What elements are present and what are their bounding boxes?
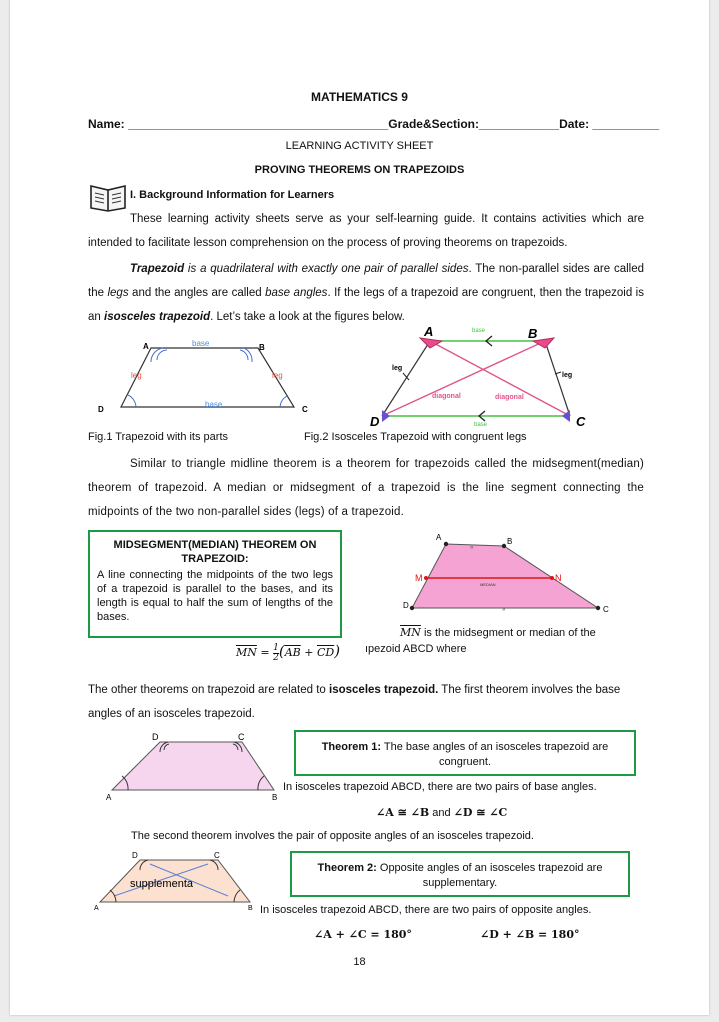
other-theorems-intro <box>88 678 644 726</box>
theorem2-eq1-text: ∠A + ∠C = 180° <box>314 928 412 941</box>
theorem1-note: In isosceles trapezoid ABCD, there are two pairs of base angles. <box>283 781 597 793</box>
theorem1-eq2: ∠D ≅ ∠C <box>453 806 508 819</box>
formula-cd: $\overline{CD}$ <box>316 646 335 659</box>
fig2-base-bottom: base <box>474 422 488 428</box>
intro-paragraph: These learning activity sheets serve as your self-learning guide. It contains activities which are intended to facilitate lesson comprehension on the process of proving theorems on trapezoids. <box>88 213 644 249</box>
sheet-type: LEARNING ACTIVITY SHEET <box>285 140 434 152</box>
fig5-label-b: B <box>248 905 253 910</box>
fig3-label-d: D <box>403 601 409 610</box>
fig5-supplementary-label: supplementa <box>130 878 193 890</box>
fig4-label-c: C <box>238 732 245 742</box>
fig2-base-top: base <box>472 328 486 334</box>
fig3-median-tag: MEDIAN <box>480 582 496 587</box>
fig1-base-top: base <box>192 339 210 348</box>
theorem2-eq2-text: ∠D + ∠B = 180° <box>480 928 580 941</box>
fig2-caption: Fig.2 Isosceles Trapezoid with congruent legs <box>304 431 527 443</box>
name-label: Name: <box>88 117 129 131</box>
median-note <box>400 626 596 639</box>
fig1-leg-right: leg <box>272 371 283 380</box>
median-theorem-box <box>88 530 342 638</box>
grade-field[interactable]: ____________ <box>478 117 560 131</box>
median-formula <box>236 642 340 663</box>
fig2-leg-right: leg <box>562 372 573 379</box>
fig2-diagonal-right: diagonal <box>495 394 524 401</box>
svg-text:»: » <box>502 607 506 613</box>
fig1-label-b: B <box>259 343 265 352</box>
fig5-label-c: C <box>214 851 220 860</box>
figure-median <box>386 532 626 624</box>
figure-opposite-angles <box>90 850 270 910</box>
fig1-label-c: C <box>302 405 308 414</box>
date-label: Date: <box>559 117 593 131</box>
grade-label: Grade&Section: <box>388 117 479 131</box>
trapezoid-term: Trapezoid <box>130 263 185 275</box>
other-intro-end: The first theorem involves the base angles of an isosceles trapezoid. <box>88 684 621 720</box>
definition-paragraph <box>88 257 644 329</box>
midsegment-intro: Similar to triangle midline theorem is a theorem for trapezoids called the midsegment(median) theorem of trapezoid. A median or midsegment of a trapezoid is the line segment connecting the midpoints of the two non-parallel sides (legs) of a trapezoid. <box>88 458 644 518</box>
figure-base-angles <box>98 730 288 800</box>
subject-title: MATHEMATICS 9 <box>311 90 408 104</box>
formula-plus: + <box>300 646 317 659</box>
formula-denominator: 2 <box>273 652 279 663</box>
fig2-diagonal-left: diagonal <box>432 393 461 400</box>
theorem1-eq1: ∠A ≅ ∠B <box>376 806 430 819</box>
legs-term: legs <box>107 287 129 299</box>
theorem1-box <box>294 730 636 776</box>
fig2-leg-left: leg <box>392 365 403 372</box>
median-theorem-title: MIDSEGMENT(MEDIAN) THEOREM ON TRAPEZOID: <box>113 539 317 565</box>
fig4-label-b: B <box>272 793 278 800</box>
formula-numerator: 1 <box>273 642 279 653</box>
figure-trapezoid-parts <box>88 332 318 420</box>
fig3-label-m: M <box>415 573 423 583</box>
def-connector: . The non-parallel sides are called the <box>88 263 645 299</box>
fig2-label-c: C <box>576 414 586 429</box>
def-continue: . If the legs of a trapezoid are congruent, then the trapezoid is an <box>88 287 644 323</box>
fig2-label-a: A <box>424 324 434 339</box>
fig1-label-d: D <box>98 405 104 414</box>
fig1-base-bottom: base <box>205 400 223 409</box>
fig4-label-a: A <box>106 793 112 800</box>
base-angles-term: base angles <box>265 287 328 299</box>
fig2-label-d: D <box>370 414 380 429</box>
svg-text:»: » <box>470 545 474 551</box>
header-fields <box>88 117 659 131</box>
theorem1-label: Theorem 1: <box>321 741 381 753</box>
median-note-rest: is the midsegment or median of the <box>420 627 596 639</box>
fig5-label-d: D <box>132 851 138 860</box>
theorem2-label: Theorem 2: <box>317 862 377 874</box>
formula-close-paren: ) <box>334 642 341 660</box>
formula-mn: $\overline{MN}$ <box>236 646 257 659</box>
formula-ab: $\overline{AB}$ <box>284 646 301 659</box>
theorem2-box <box>290 851 630 897</box>
fig5-label-a: A <box>94 905 99 910</box>
page-number: 18 <box>353 956 366 968</box>
fig1-caption: Fig.1 Trapezoid with its parts <box>88 431 229 443</box>
trapezoid-definition: is a quadrilateral with exactly one pair of parallel sides <box>184 263 469 275</box>
fig1-leg-left: leg <box>131 371 142 380</box>
topic-title: PROVING THEOREMS ON TRAPEZOIDS <box>254 164 465 176</box>
second-theorem-intro: The second theorem involves the pair of opposite angles of an isosceles trapezoid. <box>131 830 534 842</box>
theorem1-and: and <box>429 807 454 819</box>
fig3-label-n: N <box>555 573 562 583</box>
worksheet-page <box>10 0 709 1015</box>
name-field[interactable]: _______________________________________ <box>128 117 389 131</box>
figure-isosceles-diagonals <box>362 322 602 430</box>
def-end: . Let’s take a look at the figures below. <box>210 311 405 323</box>
median-note-line2: ıpezoid ABCD where <box>365 643 467 655</box>
other-intro-start: The other theorems on trapezoid are related to <box>88 684 330 696</box>
section-heading: I. Background Information for Learners <box>130 189 335 201</box>
theorem1-equations <box>376 806 507 819</box>
theorem2-note: In isosceles trapezoid ABCD, there are two pairs of opposite angles. <box>260 904 592 916</box>
theorem2-text: Opposite angles of an isosceles trapezoid are supplementary. <box>376 862 603 889</box>
theorem1-text: The base angles of an isosceles trapezoid are congruent. <box>381 741 609 768</box>
fig3-label-c: C <box>603 605 609 614</box>
fig3-label-a: A <box>436 533 442 542</box>
fig1-label-a: A <box>143 342 149 351</box>
fig2-label-b: B <box>528 326 538 341</box>
isosceles-term: isosceles trapezoid <box>104 311 211 323</box>
formula-equals: = <box>256 646 274 659</box>
median-note-mn: $\overline{MN}$ <box>400 626 421 639</box>
fig3-label-b: B <box>507 537 513 546</box>
def-mid: and the angles are called <box>128 287 266 299</box>
theorem2-eq2 <box>480 928 579 941</box>
theorem2-eq1 <box>314 928 412 941</box>
median-theorem-body: A line connecting the midpoints of the two legs of a trapezoid is parallel to the bases, and its length is equal to half the sum of lengths of the bases. <box>97 569 333 623</box>
other-intro-bold: isosceles trapezoid. <box>329 684 439 696</box>
formula-open-paren: ( <box>278 642 285 660</box>
fig4-label-d: D <box>152 732 159 742</box>
date-field[interactable]: __________ <box>592 117 660 131</box>
